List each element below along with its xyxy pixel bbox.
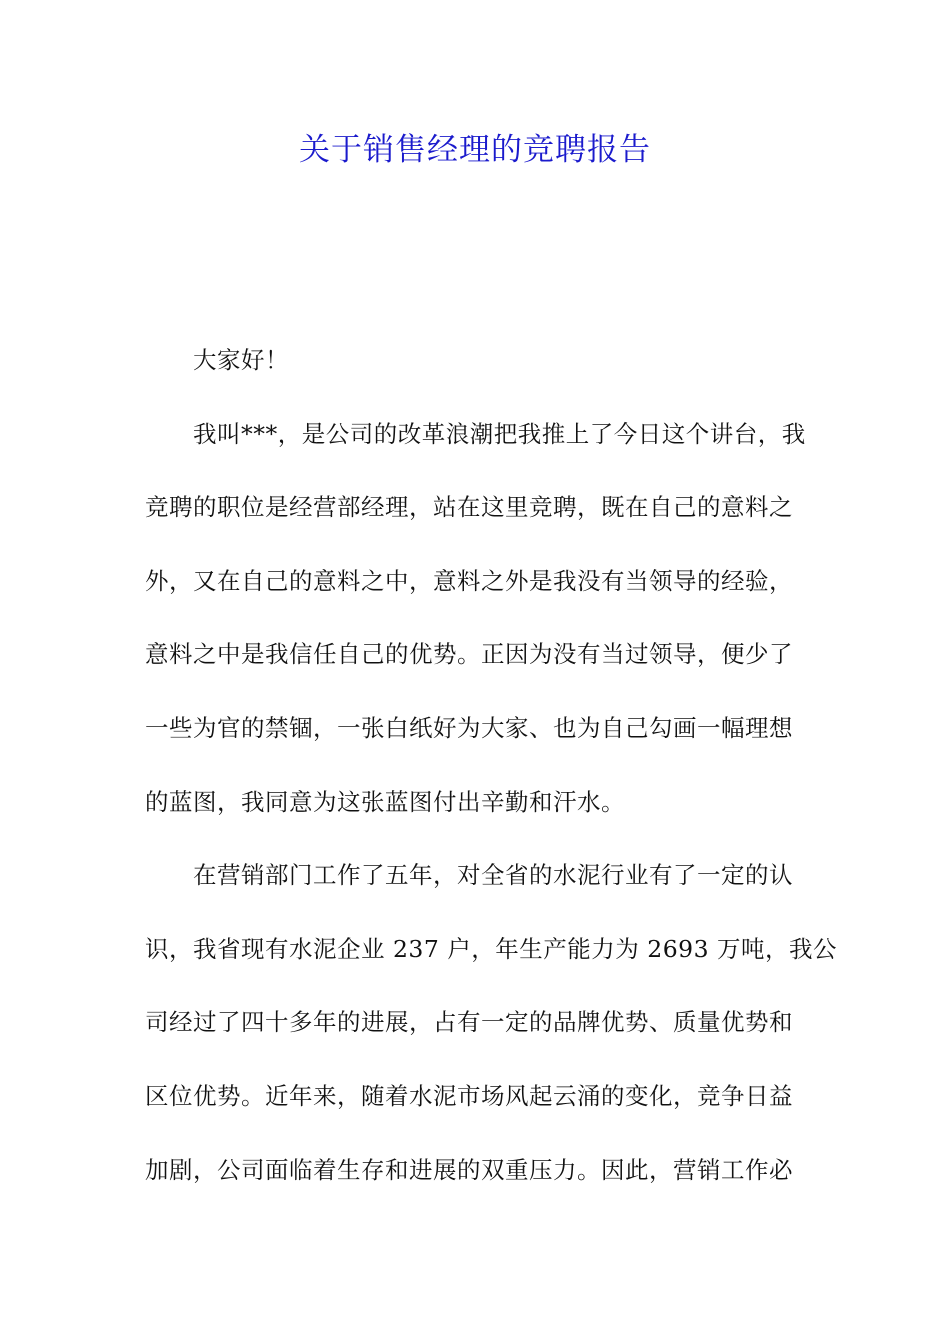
paragraph-1-line: 的蓝图，我同意为这张蓝图付出辛勤和汗水。: [145, 787, 625, 816]
paragraph-2-line: 加剧，公司面临着生存和进展的双重压力。因此，营销工作必: [145, 1155, 793, 1184]
paragraph-2-line: 识，我省现有水泥企业 237 户，年生产能力为 2693 万吨，我公: [145, 934, 838, 963]
paragraph-1-line: 意料之中是我信任自己的优势。正因为没有当过领导，便少了: [145, 640, 793, 669]
paragraph-2-line: 区位优势。近年来，随着水泥市场风起云涌的变化，竞争日益: [145, 1081, 793, 1110]
paragraph-2-line: 在营销部门工作了五年，对全省的水泥行业有了一定的认: [193, 861, 793, 890]
paragraph-1-line: 一些为官的禁锢，一张白纸好为大家、也为自己勾画一幅理想: [145, 713, 793, 742]
document-title: 关于销售经理的竞聘报告: [299, 132, 651, 168]
paragraph-1-line: 竞聘的职位是经营部经理，站在这里竞聘，既在自己的意料之: [145, 493, 793, 522]
paragraph-1-line: 外，又在自己的意料之中，意料之外是我没有当领导的经验，: [145, 566, 793, 595]
paragraph-1-line: 我叫***，是公司的改革浪潮把我推上了今日这个讲台，我: [193, 419, 806, 448]
document-body: [145, 336, 838, 1219]
greeting-line: 大家好！: [193, 346, 289, 374]
paragraph-2-line: 司经过了四十多年的进展，占有一定的品牌优势、质量优势和: [145, 1008, 793, 1037]
